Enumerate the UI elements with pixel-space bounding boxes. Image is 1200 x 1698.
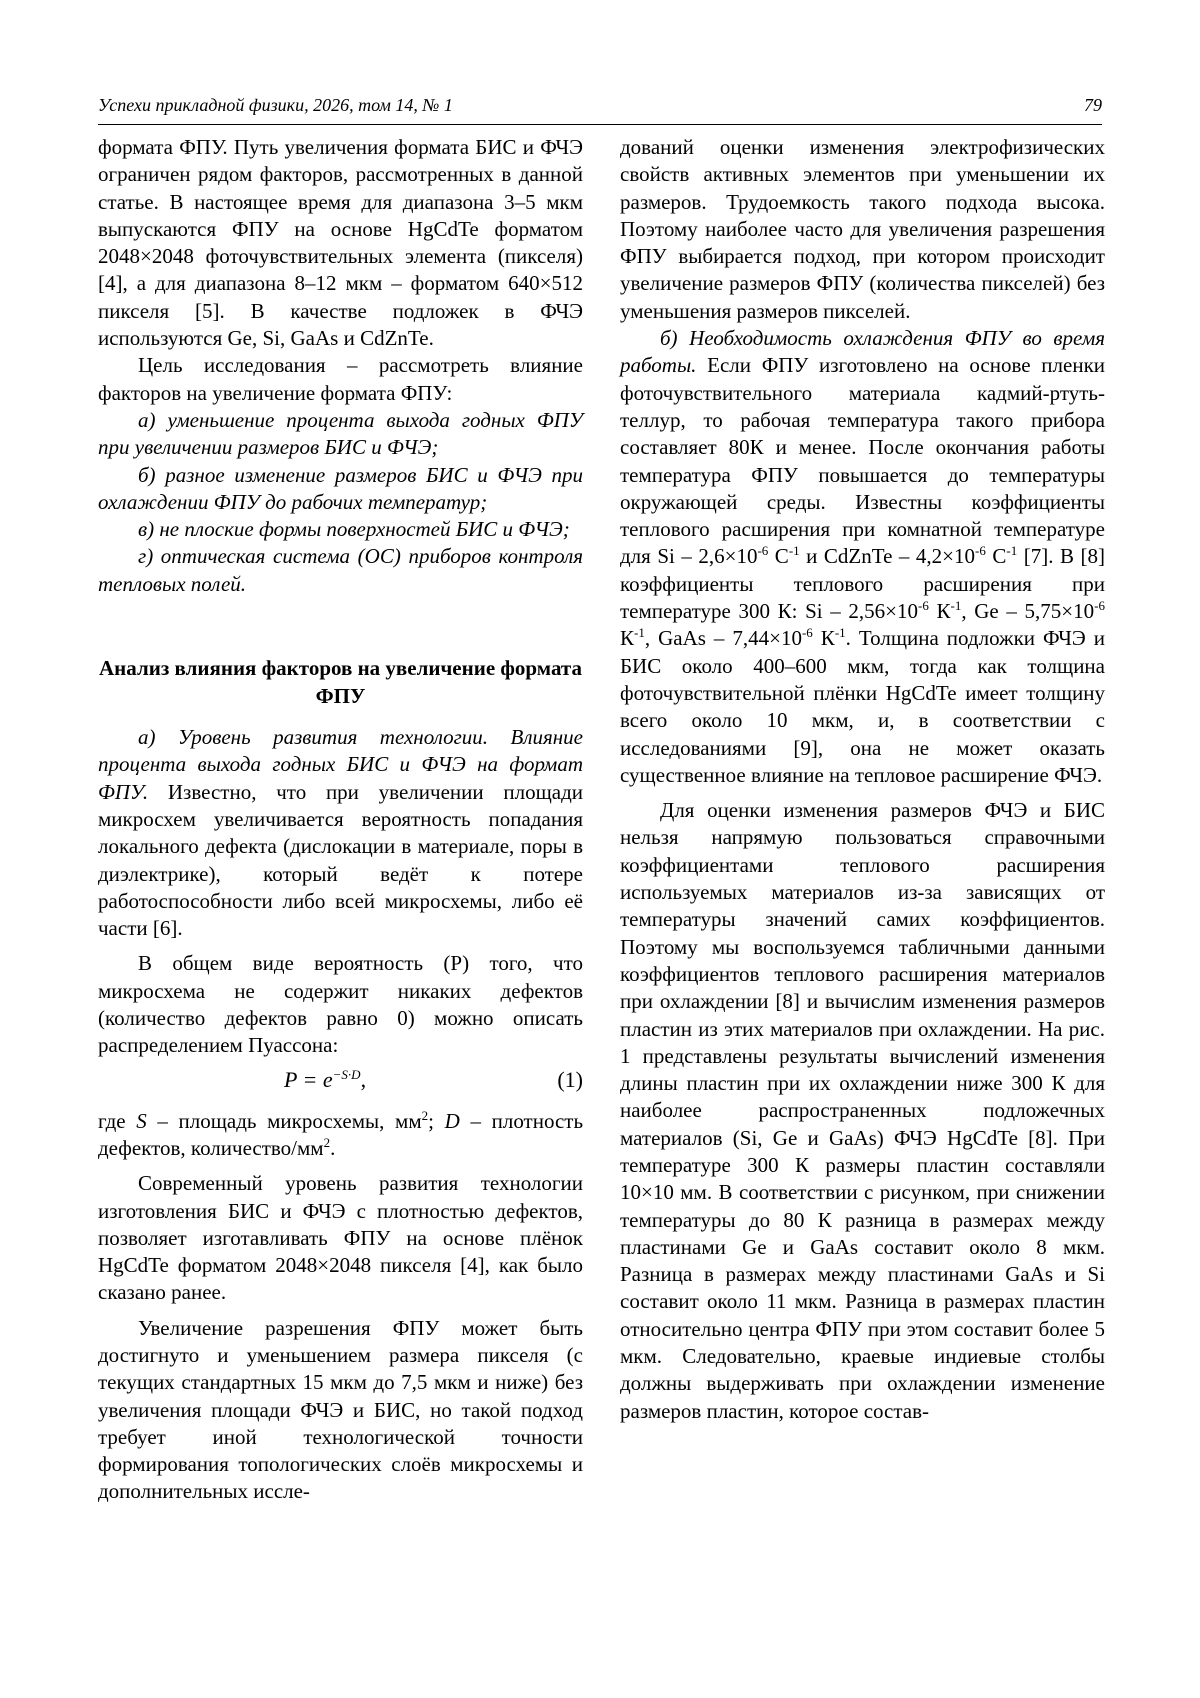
superscript: -1	[950, 598, 962, 614]
right-column	[620, 134, 1105, 1425]
paragraph	[98, 724, 583, 942]
text-run: С	[985, 544, 1007, 569]
superscript: -6	[757, 543, 769, 559]
paragraph: Цель исследования – рассмотреть влияние факторов на увеличение формата ФПУ:	[98, 353, 583, 405]
superscript: -6	[975, 543, 986, 559]
text-run: .	[330, 1135, 336, 1160]
equation	[98, 1062, 583, 1102]
equation-number: (1)	[557, 1066, 583, 1092]
symbol-D: D	[444, 1108, 460, 1133]
section-heading: Анализ влияния факторов на увеличение формата ФПУ	[99, 656, 582, 709]
superscript: -1	[788, 543, 800, 559]
text-run: [7]. В [8] коэффициенты теплового расширения при температуре 300 К: Si – 2,56×10	[620, 544, 1105, 624]
text-run: К	[928, 599, 951, 624]
text-run: . Толщина подложки ФЧЭ и БИС около 400–600 мкм, тогда как толщина фоточувствительной плёнки HgCdTe имеет толщину всего около 10 мкм, и, в соответствии с исследованиями [9], она не может оказать существенное влияние на тепловое расширение ФЧЭ.	[620, 626, 1105, 787]
equation-expression	[284, 1066, 366, 1093]
text-run: Если ФПУ изготовлено на основе пленки фоточувствительного материала кадмий-ртуть-теллур, то рабочая температура такого прибора составляет 80К и менее. После окончания работы температура ФПУ повышается до температуры окружающей среды. Известны коэффициенты теплового расширения при комнатной температуре для Si – 2,6×10	[620, 353, 1106, 569]
paragraph: Увеличение разрешения ФПУ может быть достигнуто и уменьшением размера пикселя (с текущих стандартных 15 мкм до 7,5 мкм и ниже) без увеличения площади ФЧЭ и БИС, но такой подход требует иной технологической точности формирования топологических слоёв микросхемы и дополнительных иссле-	[98, 1315, 583, 1504]
text-run: и CdZnTe – 4,2×10	[799, 544, 976, 569]
superscript: 2	[421, 1107, 429, 1123]
list-item: в) не плоские формы поверхностей БИС и ФЧЭ;	[138, 517, 570, 542]
left-column	[98, 134, 583, 1506]
formula-lhs: P = e	[284, 1066, 333, 1092]
formula-exponent: −S·D	[332, 1066, 361, 1082]
superscript: -1	[1006, 543, 1018, 559]
superscript: 2	[323, 1134, 331, 1150]
paragraph: Для оценки изменения размеров ФЧЭ и БИС нельзя напрямую пользоваться справочными коэффициентами теплового расширения используемых материалов из-за зависящих от температуры значений самих коэффициентов. Поэтому мы воспользуемся табличными данными коэффициентов теплового расширения материалов при охлаждении [8] и вычислим изменения размеров пластин из этих материалов при охлаждении. На рис. 1 представлены результаты вычислений изменения длины пластин при их охлаждении ниже 300 К для наиболее распространенных подложечных материалов (Si, Ge и GaAs) ФЧЭ HgCdTe [8]. При температуре 300 К размеры пластин составляли 10×10 мм. В соответствии с рисунком, при снижении температуры до 80 К разница в размерах между пластинами Ge и GaAs составит около 8 мкм. Разница в размерах между пластинами GaAs и Si составит около 11 мкм. Разница в размерах пластин относительно центра ФПУ при этом составит более 5 мкм. Следовательно, краевые индиевые столбы должны выдерживать при охлаждении изменение размеров пластин, которое состав-	[620, 798, 1105, 1423]
text-run: ;	[428, 1108, 434, 1133]
text-run: , Ge – 5,75×10	[961, 599, 1095, 624]
list-item: а) уменьшение процента выхода годных ФПУ при увеличении размеров БИС и ФЧЭ;	[98, 407, 583, 460]
symbol-S: S	[136, 1108, 147, 1133]
paragraph: дований оценки изменения электрофизических свойств активных элементов при уменьшении их размеров. Трудоемкость такого подхода высока. Поэтому наиболее часто для увеличения разрешения ФПУ выбирается подход, при котором происходит увеличение размеров ФПУ (количества пикселей) без уменьшения размеров пикселей.	[620, 135, 1105, 323]
text-run: – площадь микросхемы, мм	[157, 1108, 422, 1133]
text-run: , GaAs – 7,44×10	[644, 626, 802, 651]
superscript: -6	[1094, 598, 1105, 614]
paragraph: Современный уровень развития технологии изготовления БИС и ФЧЭ с плотностью дефектов, позволяет изготавливать ФПУ на основе плёнок HgCdTe форматом 2048×2048 пикселя [4], как было сказано ранее.	[98, 1171, 583, 1305]
list-item: б) разное изменение размеров БИС и ФЧЭ при охлаждении ФПУ до рабочих температур;	[98, 462, 583, 514]
formula-comma: ,	[360, 1066, 367, 1092]
header-rule	[98, 124, 1102, 125]
text-run: С	[768, 544, 789, 569]
superscript: -6	[918, 598, 929, 614]
paragraph	[98, 1108, 583, 1163]
paragraph	[620, 325, 1105, 789]
superscript: -6	[801, 625, 813, 641]
superscript: -1	[834, 625, 846, 641]
paragraph: формата ФПУ. Путь увеличения формата БИС и ФЧЭ ограничен рядом факторов, рассмотренных в данной статье. В настоящее время для диапазона 3–5 мкм выпускаются ФПУ на основе HgCdTe форматом 2048×2048 фоточувствительных элемента (пикселя) [4], а для диапазона 8–12 мкм – форматом 640×512 пикселя [5]. В качестве подложек в ФЧЭ используются Ge, Si, GaAs и CdZnTe.	[98, 135, 583, 351]
paragraph: В общем виде вероятность (P) того, что микросхема не содержит никаких дефектов (количество дефектов равно 0) можно описать распределением Пуассона:	[98, 951, 583, 1058]
list-item: г) оптическая система (ОС) приборов контроля тепловых полей.	[98, 544, 583, 596]
text-run: К	[620, 626, 635, 651]
superscript: -1	[634, 625, 645, 641]
text-run: К	[812, 626, 835, 651]
subsection-title: а) Уровень развития технологии. Влияние процента выхода годных БИС и ФЧЭ на формат ФПУ.	[98, 725, 583, 804]
text-run: – плотность дефектов, количество/мм	[98, 1108, 584, 1160]
text-run: где	[98, 1108, 126, 1133]
journal-title: Успехи прикладной физики, 2026, том 14, № 1	[98, 95, 453, 115]
page-number: 79	[1084, 95, 1102, 115]
subsection-title: б) Необходимость охлаждения ФПУ во время работы.	[620, 326, 1105, 378]
paragraph-text: Известно, что при увеличении площади микросхем увеличивается вероятность попадания локального дефекта (дислокации в материале, поры в диэлектрике), который ведёт к потере работоспособности либо всей микросхемы, либо её части [6].	[98, 779, 583, 941]
